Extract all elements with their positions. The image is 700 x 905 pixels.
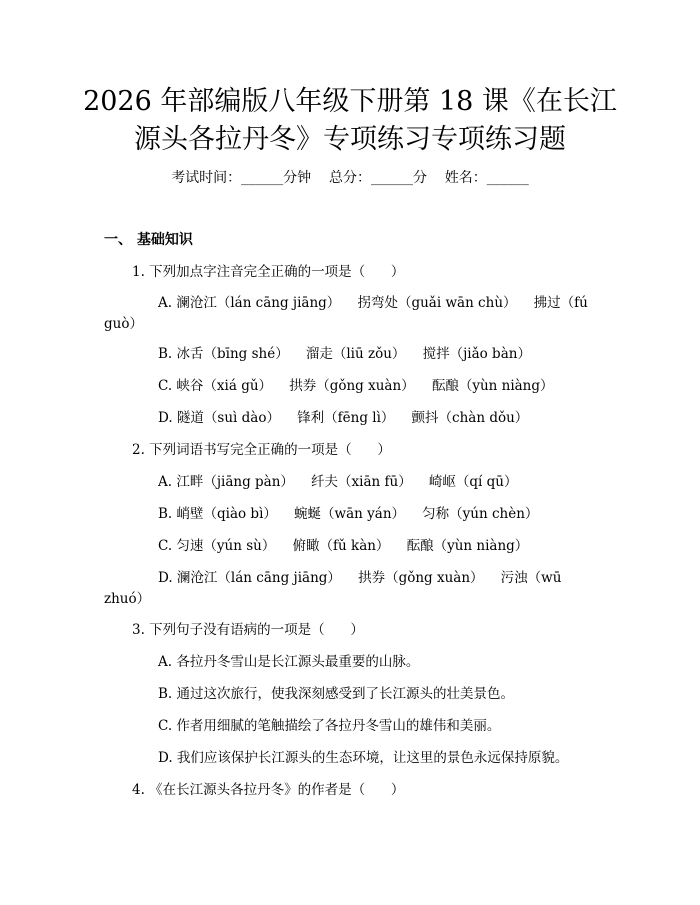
- question-2-option-b: B. 峭壁（qiào bì） 蜿蜒（wān yán） 匀称（yún chèn）: [158, 506, 539, 522]
- question-1-option-b: B. 冰舌（bīng shé） 溜走（liū zǒu） 搅拌（jiǎo bàn）: [158, 346, 531, 362]
- exam-info: 考试时间：______分钟 总分：______分 姓名：______: [171, 170, 529, 186]
- question-1-option-d: D. 隧道（suì dào） 锋利（fēng lì） 颤抖（chàn dǒu）: [158, 410, 529, 426]
- question-1-stem: 1. 下列加点字注音完全正确的一项是（ ）: [132, 264, 405, 280]
- section-heading: 一、 基础知识: [104, 232, 193, 248]
- question-3-option-c: C. 作者用细腻的笔触描绘了各拉丹冬雪山的雄伟和美丽。: [158, 718, 501, 734]
- question-3-stem: 3. 下列句子没有语病的一项是（ ）: [132, 622, 364, 638]
- question-2-option-d: D. 澜沧江（lán cāng jiāng） 拱券（gǒng xuàn） 污浊（wū: [158, 570, 562, 586]
- question-3-option-a: A. 各拉丹冬雪山是长江源头最重要的山脉。: [158, 654, 420, 670]
- question-3-option-d: D. 我们应该保护长江源头的生态环境，让这里的景色永远保持原貌。: [158, 750, 569, 766]
- question-2-option-a: A. 江畔（jiāng pàn） 纤夫（xiān fū） 崎岖（qí qū）: [158, 474, 518, 490]
- question-1-option-c: C. 峡谷（xiá gǔ） 拱券（gǒng xuàn） 酝酿（yùn niàng）: [158, 378, 554, 394]
- question-3-option-b: B. 通过这次旅行，使我深刻感受到了长江源头的壮美景色。: [158, 686, 515, 702]
- question-2-option-d-wrap: zhuó）: [104, 591, 151, 607]
- page-title-line-2: 源头各拉丹冬》专项练习专项练习题: [134, 124, 566, 155]
- question-2-stem: 2. 下列词语书写完全正确的一项是（ ）: [132, 442, 391, 458]
- question-1-option-a-wrap: guò）: [104, 316, 143, 332]
- question-4-stem: 4. 《在长江源头各拉丹冬》的作者是（ ）: [132, 782, 405, 798]
- page-title-line-1: 2026 年部编版八年级下册第 18 课《在长江: [83, 86, 617, 117]
- question-2-option-c: C. 匀速（yún sù） 俯瞰（fǔ kàn） 酝酿（yùn niàng）: [158, 538, 529, 554]
- question-1-option-a: A. 澜沧江（lán cāng jiāng） 拐弯处（guǎi wān chù） 拂过（fú: [158, 295, 588, 311]
